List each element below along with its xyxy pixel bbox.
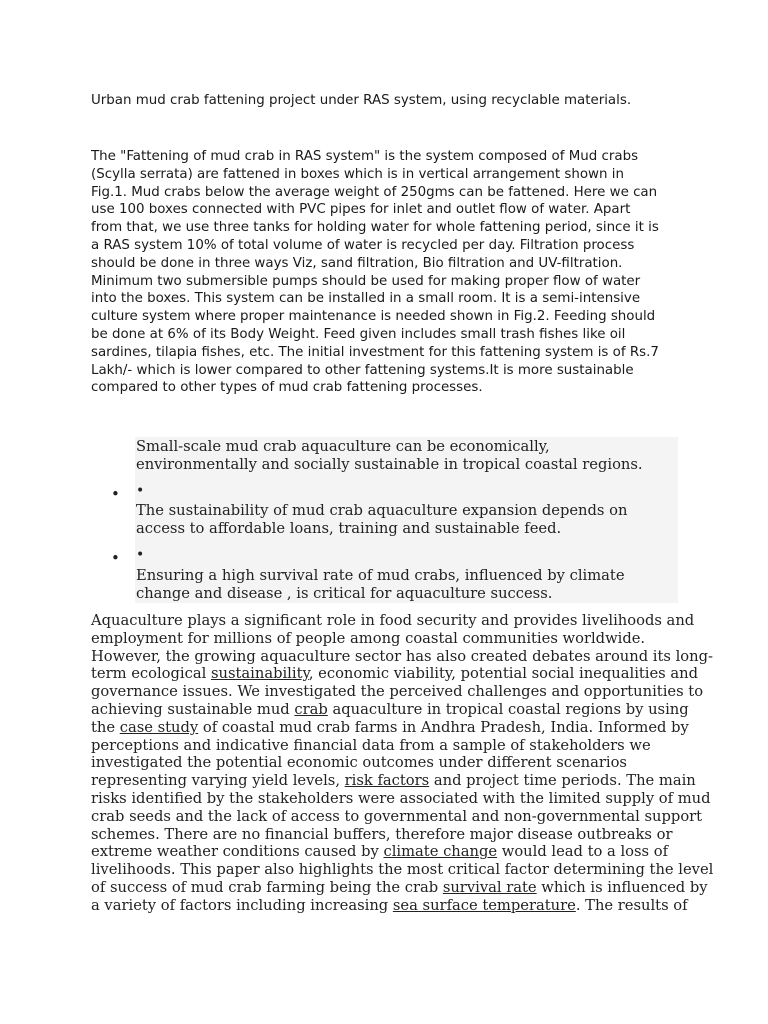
abstract-line: employment for millions of people among coastal communities worldwide.	[91, 629, 646, 647]
intro-line: into the boxes. This system can be installed in a small room. It is a semi-intensive	[91, 291, 641, 307]
bullet-icon: •	[111, 549, 120, 567]
risk-factors-link[interactable]: risk factors	[344, 772, 430, 790]
abstract-line	[91, 843, 691, 861]
highlight-3-line: change and disease , is critical for aquaculture success.	[136, 585, 553, 602]
intro-line: compared to other types of mud crab fattening processes.	[91, 380, 483, 396]
highlight-1-line: environmentally and socially sustainable in tropical coastal regions.	[136, 456, 643, 473]
intro-line: be done at 6% of its Body Weight. Feed given includes small trash fishes like oil	[91, 326, 626, 342]
abstract-line: perceptions and indicative financial data from a sample of stakeholders we	[91, 736, 651, 754]
abstract-line	[91, 772, 696, 790]
document-title: Urban mud crab fattening project under RAS system, using recyclable materials.	[91, 93, 632, 108]
abstract-line	[91, 665, 699, 683]
highlight-2-line: The sustainability of mud crab aquaculture expansion depends on	[136, 502, 628, 519]
intro-line: Minimum two submersible pumps should be used for making proper flow of water	[91, 273, 641, 289]
intro-line: a RAS system 10% of total volume of water is recycled per day. Filtration process	[91, 237, 635, 253]
intro-line: The "Fattening of mud crab in RAS system" is the system composed of Mud crabs	[91, 149, 639, 164]
abstract-line	[91, 701, 691, 719]
abstract-text: aquaculture in tropical coastal regions by using	[327, 700, 689, 718]
abstract-text: , economic viability, potential social inequalities and	[308, 665, 699, 683]
abstract-line: investigated the potential economic outcomes under different scenarios	[91, 754, 627, 772]
sustainability-link[interactable]: sustainability	[210, 665, 309, 683]
highlight-2-line: access to affordable loans, training and sustainable feed.	[136, 520, 562, 537]
abstract-text: a variety of factors including increasing	[91, 896, 393, 914]
abstract-line: schemes. There are no financial buffers, therefore major disease outbreaks or	[91, 825, 673, 843]
intro-line: (Scylla serrata) are fattened in boxes which is in vertical arrangement shown in	[91, 166, 624, 182]
intro-line: should be done in three ways Viz, sand filtration, Bio filtration and UV-filtration.	[91, 255, 623, 271]
abstract-line: Aquaculture plays a significant role in food security and provides livelihoods and	[91, 612, 695, 629]
bullet-icon: •	[111, 485, 120, 503]
abstract-text: representing varying yield levels,	[91, 772, 345, 790]
abstract-line: livelihoods. This paper also highlights the most critical factor determining the level	[91, 861, 714, 879]
abstract-line	[91, 878, 708, 897]
abstract-line: crab seeds and the lack of access to governmental and non-governmental support	[91, 807, 703, 825]
abstract-text: of coastal mud crab farms in Andhra Pradesh, India. Informed by	[198, 718, 689, 736]
abstract-line	[91, 719, 691, 737]
intro-line: sardines, tilapia fishes, etc. The initial investment for this fattening system is of Rs.7	[91, 344, 659, 360]
abstract-text: extreme weather conditions caused by	[91, 843, 384, 861]
abstract-text: achieving sustainable mud	[91, 700, 295, 718]
intro-line: Lakh/- which is lower compared to other fattening systems.It is more sustainable	[91, 362, 634, 378]
intro-line: culture system where proper maintenance is needed shown in Fig.2. Feeding should	[91, 309, 656, 325]
abstract-line: risks identified by the stakeholders were associated with the limited supply of mud	[91, 789, 711, 807]
intro-paragraph	[91, 148, 691, 397]
case-study-link[interactable]: case study	[119, 718, 199, 736]
abstract-text: . The results of	[575, 896, 688, 914]
abstract-text: of success of mud crab farming being the crab	[91, 878, 443, 896]
bullet-icon: •	[136, 547, 145, 563]
abstract-paragraph	[91, 612, 714, 915]
abstract-text: would lead to a loss of	[497, 843, 669, 861]
sea-surface-temperature-link[interactable]: sea surface temperature	[392, 896, 576, 914]
abstract-line: governance issues. We investigated the perceived challenges and opportunities to	[91, 683, 704, 701]
abstract-text: the	[91, 718, 120, 736]
highlight-1-line: Small-scale mud crab aquaculture can be economically,	[136, 438, 550, 455]
climate-change-link[interactable]: climate change	[383, 843, 498, 861]
abstract-text: which is influenced by	[536, 878, 708, 896]
abstract-line: However, the growing aquaculture sector has also created debates around its long-	[91, 647, 713, 665]
intro-line: Fig.1. Mud crabs below the average weight of 250gms can be fattened. Here we can	[91, 184, 658, 200]
abstract-text: term ecological	[91, 665, 211, 683]
abstract-line	[91, 897, 691, 915]
survival-rate-link[interactable]: survival rate	[442, 878, 537, 896]
abstract-text: and project time periods. The main	[429, 772, 696, 790]
bullet-icon: •	[136, 483, 145, 499]
crab-link[interactable]: crab	[294, 700, 328, 718]
highlight-3-line: Ensuring a high survival rate of mud crabs, influenced by climate	[136, 567, 625, 584]
intro-line: use 100 boxes connected with PVC pipes for inlet and outlet flow of water. Apart	[91, 202, 631, 218]
intro-line: from that, we use three tanks for holding water for whole fattening period, since it is	[91, 220, 659, 236]
